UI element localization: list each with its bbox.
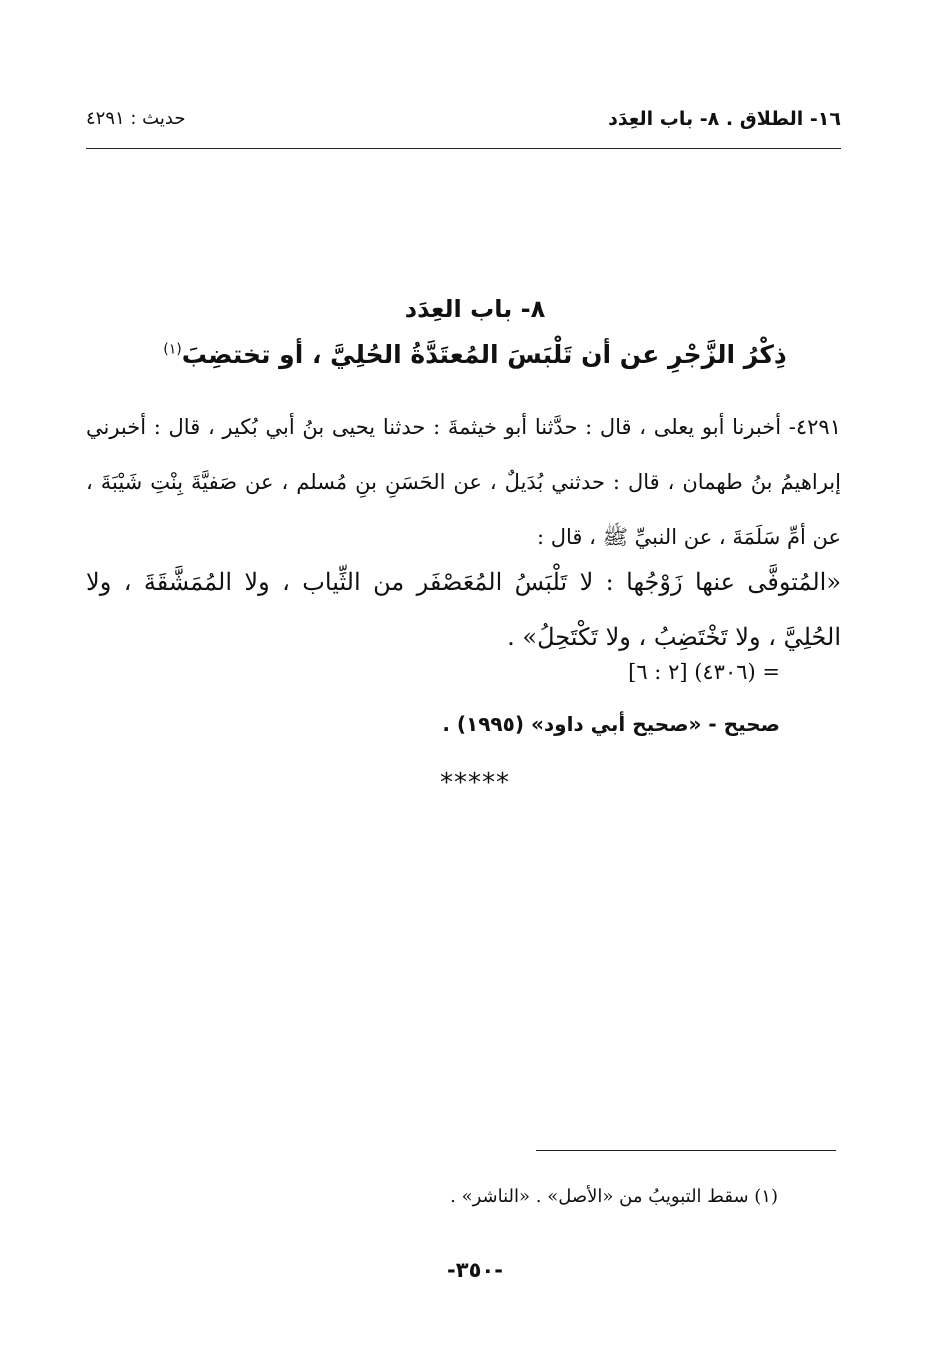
- running-head-right: [566, 108, 841, 130]
- isnad-text: ٤٢٩١- أخبرنا أبو يعلى ، قال : حدَّثنا أبو خيثمةَ : حدثنا يحيى بنُ أبي بُكير ، قال : أخبرني إبراهيمُ بنُ طهمان ، قال : حدثني بُدَيلٌ ، عن الحَسَنِ بنِ مُسلم ، عن صَفيَّةَ بِنْتِ شَيْبَةَ ، عن أمِّ سَلَمَةَ ، عن النبيِّ ﷺ ، قال :: [86, 415, 841, 549]
- section-subtitle: [0, 340, 950, 369]
- subtitle-text: ذِكْرُ الزَّجْرِ عن أن تَلْبَسَ المُعتَدَّةُ الحُلِيَّ ، أو تختضِبَ: [181, 340, 787, 369]
- footnote-divider: [536, 1150, 836, 1151]
- footnote-marker: (١): [163, 341, 182, 358]
- matn-text: «المُتوفَّى عنها زَوْجُها : لا تَلْبَسُ المُعَصْفَر من الثِّياب ، ولا المُمَشَّقَةَ ، ولا الحُلِيَّ ، ولا تَخْتَضِبُ ، ولا تَكْتَحِلُ» .: [86, 568, 841, 651]
- hadith-matn: [86, 555, 841, 665]
- section-separator: *****: [440, 768, 510, 798]
- page-header: [86, 108, 841, 149]
- hadith-isnad: [86, 400, 841, 565]
- page-number: -٣٥٠-: [447, 1258, 503, 1282]
- section-title: ٨- باب العِدَد: [404, 295, 546, 323]
- hadith-grade: صحيح - «صحيح أبي داود» (١٩٩٥) .: [442, 712, 780, 736]
- book-title: ١٦- الطلاق .: [725, 108, 841, 130]
- cross-reference: = (٤٣٠٦) [٢ : ٦]: [628, 660, 780, 684]
- footnote: (١) سقط التبويبُ من «الأصل» . «الناشر» .: [450, 1186, 778, 1207]
- chapter-title: ٨- باب العِدَد: [608, 108, 720, 130]
- hadith-reference: حديث : ٤٢٩١: [86, 108, 186, 129]
